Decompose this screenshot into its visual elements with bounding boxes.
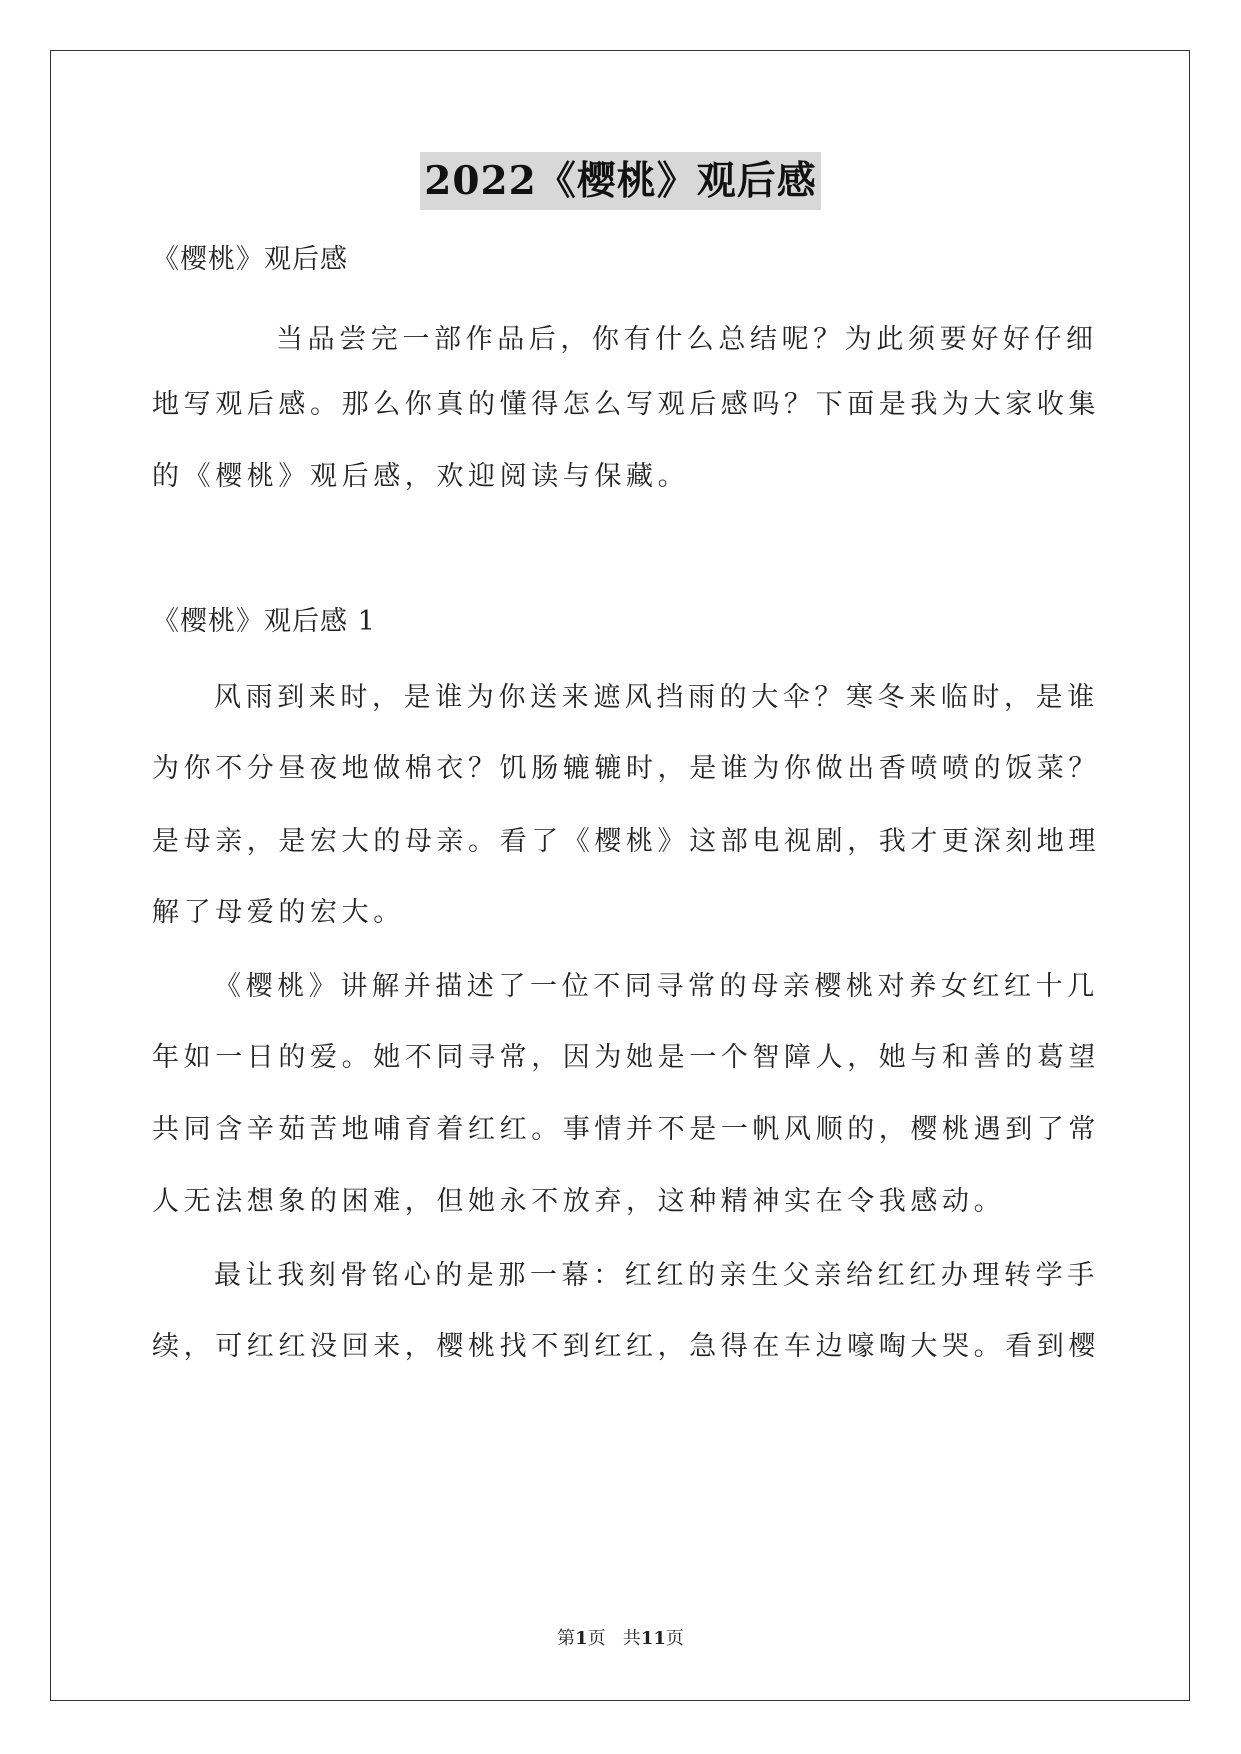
paragraph-line: 当品尝完一部作品后，你有什么总结呢？为此须要好好仔细 [276,324,1098,355]
section-heading: 《樱桃》观后感 [152,244,348,275]
title-container [0,152,1241,210]
footer-mid: 页 共 [587,1628,641,1649]
paragraph-line: 风雨到来时，是谁为你送来遮风挡雨的大伞？寒冬来临时，是谁 [214,682,1099,713]
footer-page-number: 1 [575,1628,588,1649]
paragraph-line: 是母亲，是宏大的母亲。看了《樱桃》这部电视剧，我才更深刻地理 [152,826,1100,857]
paragraph-line: 最让我刻骨铭心的是那一幕：红红的亲生父亲给红红办理转学手 [214,1260,1099,1291]
paragraph-line: 年如一日的爱。她不同寻常，因为她是一个智障人，她与和善的葛望 [152,1042,1100,1073]
footer-prefix: 第 [557,1628,576,1649]
paragraph-line: 人无法想象的困难，但她永不放弃，这种精神实在令我感动。 [152,1186,1006,1217]
document-title: 2022《樱桃》观后感 [420,152,821,210]
page-border [50,50,1190,1701]
footer-total-pages: 11 [640,1628,666,1649]
paragraph-line: 为你不分昼夜地做棉衣？饥肠辘辘时，是谁为你做出香喷喷的饭菜？ [152,753,1100,784]
section-heading: 《樱桃》观后感 1 [152,606,376,637]
paragraph-line: 《樱桃》讲解并描述了一位不同寻常的母亲樱桃对养女红红十几 [214,971,1099,1002]
paragraph-line: 共同含辛茹苦地哺育着红红。事情并不是一帆风顺的，樱桃遇到了常 [152,1114,1100,1145]
paragraph-line: 的《樱桃》观后感，欢迎阅读与保藏。 [152,461,690,492]
page-footer [0,1624,1241,1650]
footer-suffix: 页 [665,1628,684,1649]
paragraph-line: 地写观后感。那么你真的懂得怎么写观后感吗？下面是我为大家收集 [152,389,1100,420]
paragraph-line: 续，可红红没回来，樱桃找不到红红，急得在车边嚎啕大哭。看到樱 [152,1331,1100,1362]
paragraph-line: 解了母爱的宏大。 [152,897,405,928]
